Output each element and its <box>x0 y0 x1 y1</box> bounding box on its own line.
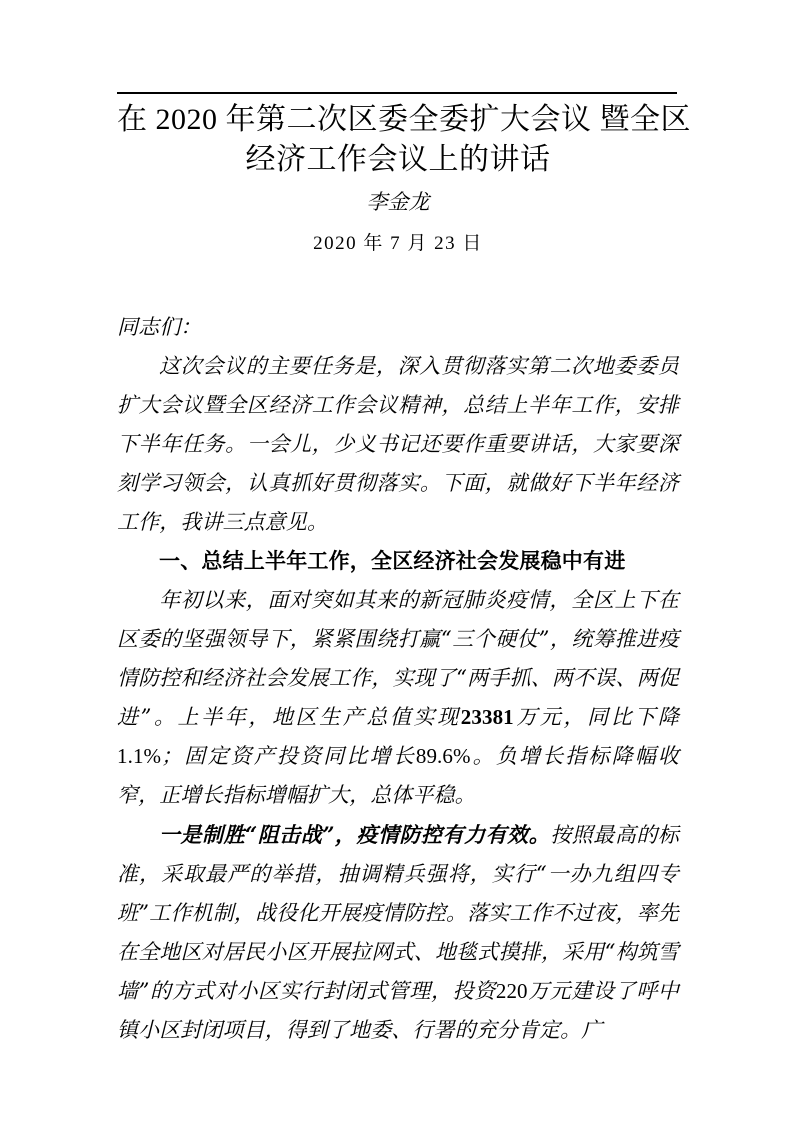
paragraph-overview-part-c: ；固定资产投资同比增长 <box>161 744 416 768</box>
document-body <box>117 308 679 1050</box>
document-title <box>117 100 691 180</box>
gdp-value: 23381 <box>460 705 514 729</box>
project-investment-value: 220 <box>495 979 528 1003</box>
point-one-lead: 一是制胜“阻击战”，疫情防控有力有效。 <box>159 822 551 847</box>
document-title-line-1: 在 2020 年第二次区委全委扩大会议 暨全区 <box>117 103 691 136</box>
paragraph-point-one <box>117 815 679 1050</box>
document-title-line-2: 经济工作会议上的讲话 <box>245 143 551 176</box>
paragraph-intro: 这次会议的主要任务是，深入贯彻落实第二次地委委员扩大会议暨全区经济工作会议精神，总结上半年工作，安排下半年任务。一会儿，少义书记还要作重要讲话，大家要深刻学习领会，认真抓好贯彻落实。下面，就做好下半年经济工作，我讲三点意见。 <box>117 354 679 534</box>
section-heading-1: 一、总结上半年工作，全区经济社会发展稳中有进 <box>159 550 626 573</box>
document-date: 2020 年 7 月 23 日 <box>313 233 483 254</box>
paragraph-overview-part-d: 。负增长指标降幅收窄，正增长指标增幅扩大，总体平稳。 <box>117 744 679 807</box>
point-one-part-b: 万元建设了呼中镇小区封闭项目，得到了地委、行署的充分肯定。广 <box>117 979 679 1042</box>
paragraph-overview <box>117 581 679 815</box>
gdp-change-value: 1.1% <box>117 744 162 768</box>
investment-change-value: 89.6% <box>415 744 471 768</box>
title-top-rule <box>117 92 677 94</box>
document-author: 李金龙 <box>366 190 430 214</box>
paragraph-overview-part-a: 年初以来，面对突如其来的新冠肺炎疫情，全区上下在区委的坚强领导下，紧紧围绕打赢“三个硬仗”，统筹推进疫情防控和经济社会发展工作，实现了“两手抓、两不误、两促进”。上半年，地区生产总值实现 <box>117 588 679 729</box>
point-one-part-a: 按照最高的标准，采取最严的举措，抽调精兵强将，实行“一办九组四专班”工作机制，战役化开展疫情防控。落实工作不过夜，率先在全地区对居民小区开展拉网式、地毯式摸排，采用“构筑雪墙”的方式对小区实行封闭式管理，投资 <box>117 823 679 1003</box>
paragraph-overview-part-b: 万元，同比下降 <box>513 705 679 729</box>
salutation: 同志们： <box>117 315 202 339</box>
